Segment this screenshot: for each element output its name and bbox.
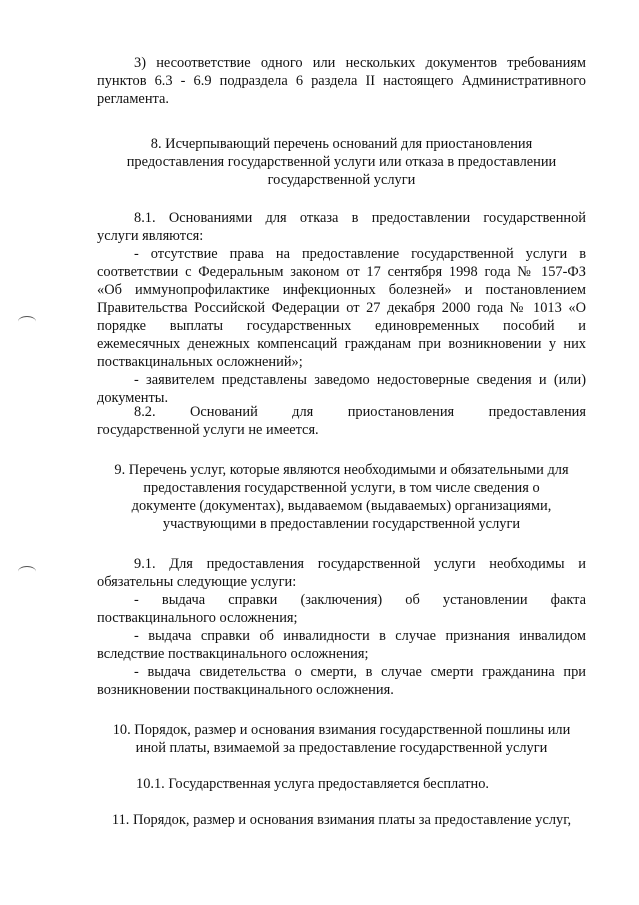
section-8-heading: 8. Исчерпывающий перечень оснований для приостановления [150,136,533,152]
paragraph-8-2-line: 8.2. Оснований для приостановления предоставления [134,404,586,420]
paragraph-8-1-line: ежемесячных денежных компенсаций гражданам при возникновении у них [97,336,586,352]
paragraph-3-line: 3) несоответствие одного или нескольких документов требованиям [134,55,586,71]
paragraph-8-1-line: Правительства Российской Федерации от 27 декабря 2000 года № 1013 «О [97,300,586,316]
paragraph-9-1-line: вследствие поствакцинального осложнения; [97,646,369,662]
paragraph-8-1-line: соответствии с Федеральным законом от 17 сентября 1998 года № 157-ФЗ [97,264,586,280]
section-9-heading: предоставления государственной услуги, в том числе сведения о [143,480,540,496]
paragraph-9-1-line: поствакцинального осложнения; [97,610,298,626]
punch-hole-mark [18,316,36,327]
paragraph-10-1-line: 10.1. Государственная услуга предоставляется бесплатно. [136,776,490,792]
paragraph-9-1-line: возникновении поствакцинального осложнения. [97,682,394,698]
section-8-heading: предоставления государственной услуги или отказа в предоставлении [126,154,557,170]
punch-hole-mark [18,566,36,577]
paragraph-8-1-line: документы. [97,390,169,406]
paragraph-9-1-line: - выдача свидетельства о смерти, в случае смерти гражданина при [134,664,586,680]
paragraph-8-1-line: поствакцинальных осложнений»; [97,354,303,370]
section-9-heading: участвующими в предоставлении государственной услуги [162,516,521,532]
paragraph-9-1-line: - выдача справки об инвалидности в случае признания инвалидом [134,628,586,644]
paragraph-8-1-line: 8.1. Основаниями для отказа в предоставлении государственной [134,210,586,226]
paragraph-8-1-line: - заявителем представлены заведомо недостоверные сведения и (или) [134,372,586,388]
section-10-heading: иной платы, взимаемой за предоставление государственной услуги [135,740,548,756]
paragraph-9-1-line: обязательны следующие услуги: [97,574,297,590]
paragraph-3-line: пунктов 6.3 - 6.9 подраздела 6 раздела II настоящего Административного [97,73,586,89]
paragraph-3-line: регламента. [97,91,169,107]
section-11-heading: 11. Порядок, размер и основания взимания платы за предоставление услуг, [111,812,572,828]
section-9-heading: 9. Перечень услуг, которые являются необходимыми и обязательными для [114,462,569,478]
paragraph-8-1-line: - отсутствие права на предоставление государственной услуги в [134,246,586,262]
paragraph-9-1-line: - выдача справки (заключения) об установлении факта [134,592,586,608]
section-9-heading: документе (документах), выдаваемом (выдаваемых) организациями, [131,498,552,514]
paragraph-9-1-line: 9.1. Для предоставления государственной услуги необходимы и [134,556,586,572]
section-8-heading: государственной услуги [267,172,416,188]
paragraph-8-1-line: порядке выплаты государственных единовременных пособий и [97,318,586,334]
paragraph-8-1-line: «Об иммунопрофилактике инфекционных болезней» и постановлением [97,282,586,298]
section-10-heading: 10. Порядок, размер и основания взимания государственной пошлины или [112,722,571,738]
paragraph-8-2-line: государственной услуги не имеется. [97,422,319,438]
paragraph-8-1-line: услуги являются: [97,228,204,244]
